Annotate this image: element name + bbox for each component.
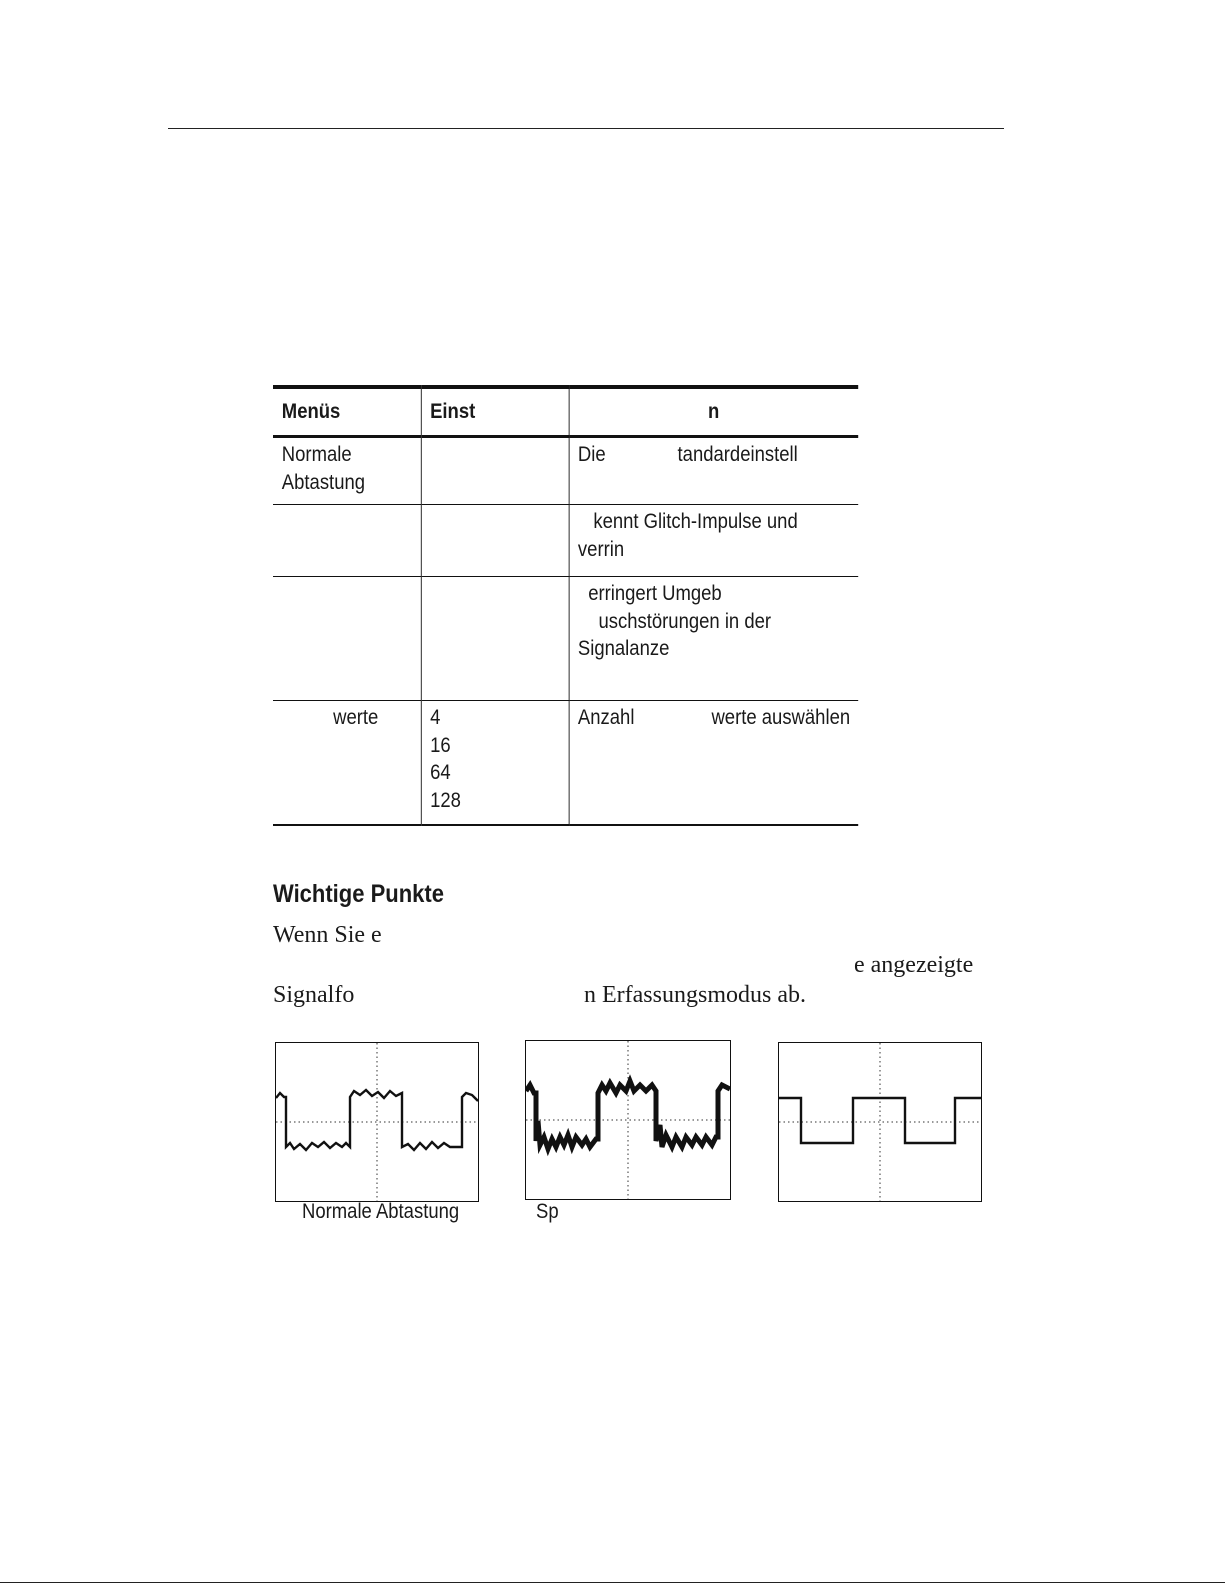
description-cell [569, 437, 859, 505]
table-row [273, 437, 858, 505]
description-cell [569, 701, 859, 825]
bottom-rule [0, 1582, 1225, 1583]
table-row [273, 577, 858, 701]
description-line: verrin [577, 537, 625, 561]
scope-screen-peak [525, 1040, 731, 1200]
table-row [273, 505, 858, 577]
header-settings: Einst [421, 387, 569, 437]
description-line: Anzahl werte auswählen [577, 706, 851, 729]
description-line: Die tandardeinstell [577, 443, 798, 466]
scope-screen-average [778, 1042, 982, 1202]
setting-cell [421, 437, 569, 505]
waveform-average [779, 1043, 981, 1201]
setting-option: 4 [430, 706, 441, 729]
section-heading: Wichtige Punkte [273, 880, 444, 908]
menu-cell-line: Abtastung [281, 470, 366, 494]
description-line: Signalanze [577, 637, 670, 660]
header-menus: Menüs [273, 387, 421, 437]
paragraph-line: n Erfassungsmodus ab. [584, 982, 806, 1008]
scope-screen-normal [275, 1042, 479, 1202]
setting-option: 64 [430, 761, 451, 784]
paragraph-line: Signalfo [273, 982, 355, 1008]
header-comments: n [569, 387, 859, 437]
setting-cell [421, 505, 569, 577]
top-rule [168, 128, 1004, 129]
menu-cell [273, 437, 421, 505]
paragraph-line: e angezeigte [854, 952, 974, 978]
setting-option: 16 [430, 733, 451, 757]
menu-cell [273, 577, 421, 701]
waveform-normal [276, 1043, 478, 1201]
figure-caption-normal: Normale Abtastung [302, 1200, 460, 1223]
table-header-row [273, 387, 858, 437]
table-row [273, 701, 858, 825]
setting-cell [421, 577, 569, 701]
description-cell [569, 577, 859, 701]
menu-cell [273, 701, 421, 825]
setting-option: 128 [430, 788, 461, 812]
menu-cell [273, 505, 421, 577]
description-line: uschstörungen in der [577, 609, 772, 633]
description-cell [569, 505, 859, 577]
setting-cell [421, 701, 569, 825]
acquire-menu-table [273, 385, 858, 826]
description-line: erringert Umgeb [577, 582, 722, 605]
paragraph-line: Wenn Sie e [273, 922, 382, 948]
menu-cell-line: Normale [281, 443, 352, 466]
waveform-peak [526, 1041, 730, 1199]
menu-cell-line: werte [281, 706, 379, 729]
figure-caption-peak: Sp [536, 1200, 559, 1223]
description-line: kennt Glitch-Impulse und [577, 510, 798, 533]
